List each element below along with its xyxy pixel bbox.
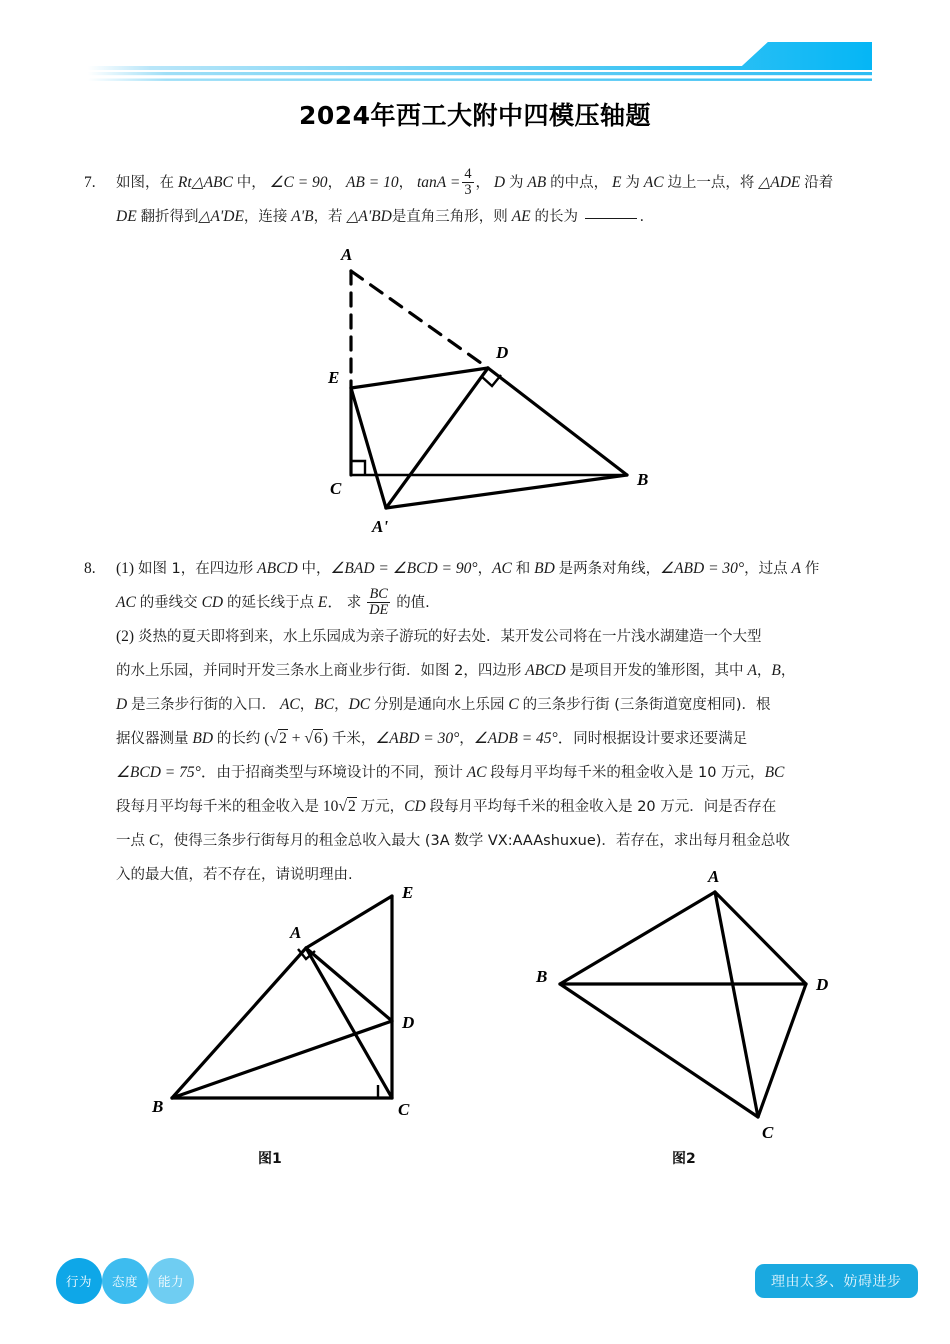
part2-text-1: 炎热的夏天即将到来，水上乐园成为亲子游玩的好去处．某开发公司将在一片浅水湖建造一个大型 — [137, 629, 762, 645]
segment-dc-fig2 — [758, 984, 806, 1117]
segment-ad-fig1 — [306, 948, 392, 1021]
answer-blank[interactable] — [585, 218, 637, 219]
segment-aprime-b — [386, 475, 627, 508]
segment-aprime-d — [386, 368, 488, 508]
right-angle-mark-c — [351, 461, 365, 475]
problem-8-part2-line-5: ∠BCD = 75°．由于招商类型与环境设计的不同，预计 AC 段每月平均每千米的租金收入是 10 万元，BC — [116, 764, 785, 781]
figure-7-folded-triangle — [300, 240, 680, 540]
problem-8-part2-line-6: 段每月平均每千米的租金收入是 10√2 万元，CD 段每月平均每千米的租金收入是 20 万元．问是否存在 — [116, 798, 777, 815]
segment-bc-fig2 — [560, 984, 758, 1117]
segment-db — [488, 368, 627, 475]
problem-8-part2-line-4: 据仪器测量 BD 的长约 (√2 + √6) 千米，∠ABD = 30°，∠ADB = 45°．同时根据设计要求还要满足 — [116, 730, 748, 747]
triangle-a-prime-bd: △A'BD — [346, 208, 392, 225]
page-title: 2024年西工大附中四模压轴题 — [298, 101, 652, 130]
fraction-bc-over-de: $\frac{BC}{DE}$ — [369, 585, 389, 619]
problem-7 — [84, 166, 874, 234]
vertex-label-e-fig1: E — [402, 883, 414, 902]
vertex-label-a: A — [341, 245, 353, 264]
problem-8-part2-line-7: 一点 C，使得三条步行街每月的租金总收入最大 (3A 数学 VX:AAAshuxue)．若存在，求出每月租金总收 — [116, 832, 790, 849]
vertex-label-d-fig2: D — [816, 975, 829, 994]
fraction-4-over-3: $\frac{4}{3}$ — [464, 165, 472, 199]
footer-slogan-tag: 理由太多、妨碍进步 — [755, 1264, 918, 1298]
problem-8-part2-line-1 — [116, 620, 874, 654]
footer-badge-behavior: 行为 — [56, 1258, 102, 1304]
vertex-label-a-prime: A' — [372, 517, 389, 536]
vertex-label-d-fig1: D — [402, 1013, 415, 1032]
segment-a-prime-b: A'B — [291, 208, 314, 225]
vertex-label-c-fig2: C — [762, 1123, 774, 1140]
problem-8-part2-line-2: 的水上乐园，并同时开发三条水上商业步行街．如图 2，四边形 ABCD 是项目开发的雏形图，其中 A，B， — [116, 662, 796, 679]
problem-7-number: 7. — [84, 174, 96, 191]
figure-1-quadrilateral-abcd — [130, 860, 450, 1140]
vertex-label-a-fig2: A — [708, 867, 720, 886]
problem-8 — [84, 552, 874, 892]
segment-e-aprime — [351, 388, 386, 508]
problem-8-part2-line-3: D 是三条步行街的入口． AC，BC，DC 分别是通向水上乐园 C 的三条步行街 (三条街道宽度相同)．根 — [116, 696, 771, 713]
part2-text-8: 入的最大值，若不存在，请说明理由. — [116, 867, 353, 883]
vertex-label-a-fig1: A — [290, 923, 302, 942]
vertex-label-b-fig2: B — [536, 967, 548, 986]
header-decoration — [0, 40, 950, 100]
rt-triangle-abc: Rt△ABC — [177, 174, 233, 191]
problem-8-part1-line-2: AC 的垂线交 CD 的延长线于点 E． 求 $\frac{BC}{DE}$ 的值. — [116, 585, 430, 619]
vertex-label-b-fig1: B — [152, 1097, 164, 1116]
segment-ed — [351, 368, 488, 388]
triangle-ade: △ADE — [758, 174, 801, 191]
problem-8-part1-line-1: (1) 如图 1，在四边形 ABCD 中，∠BAD = ∠BCD = 90°，AC 和 BD 是两条对角线，∠ABD = 30°，过点 A 作 — [116, 560, 820, 577]
segment-ac-fig2 — [715, 892, 758, 1117]
segment-ae: AE — [511, 208, 531, 225]
ab-value: AB = 10 — [345, 174, 399, 191]
segment-ad-dashed — [351, 271, 488, 368]
figure-1-caption: 图1 — [258, 1151, 282, 1167]
angle-c-value: ∠C = 90 — [269, 174, 328, 191]
segment-ab-fig2 — [560, 892, 715, 984]
part2-label: (2) — [116, 628, 135, 645]
problem-7-line-2: DE 翻折得到△A'DE，连接 A'B，若 △A'BD是直角三角形，则 AE 的长为 . — [116, 208, 644, 225]
segment-ac-fig1 — [306, 948, 392, 1098]
vertex-label-e: E — [328, 368, 340, 387]
vertex-label-c: C — [330, 479, 342, 498]
problem-8-number: 8. — [84, 560, 96, 577]
problem-7-line-1: 如图，在 Rt△ABC 中， ∠C = 90， AB = 10， tanA = $\frac{4}{3}$ ， D 为 AB 的中点， E 为 AC 边上一点，将 △ADE 沿着 — [116, 165, 834, 199]
part1-label: (1) — [116, 560, 135, 577]
tan-a-label: tanA = — [416, 174, 461, 191]
footer-badge-attitude: 态度 — [102, 1258, 148, 1304]
footer-badge-ability: 能力 — [148, 1258, 194, 1304]
triangle-a-prime-de: △A'DE — [198, 208, 244, 225]
vertex-label-c-fig1: C — [398, 1100, 410, 1119]
figure-2-caption: 图2 — [672, 1151, 696, 1167]
vertex-label-b: B — [637, 470, 649, 489]
segment-ea-fig1 — [306, 896, 392, 948]
vertex-label-d: D — [496, 343, 509, 362]
figure-2-quadrilateral-abcd — [510, 860, 850, 1140]
